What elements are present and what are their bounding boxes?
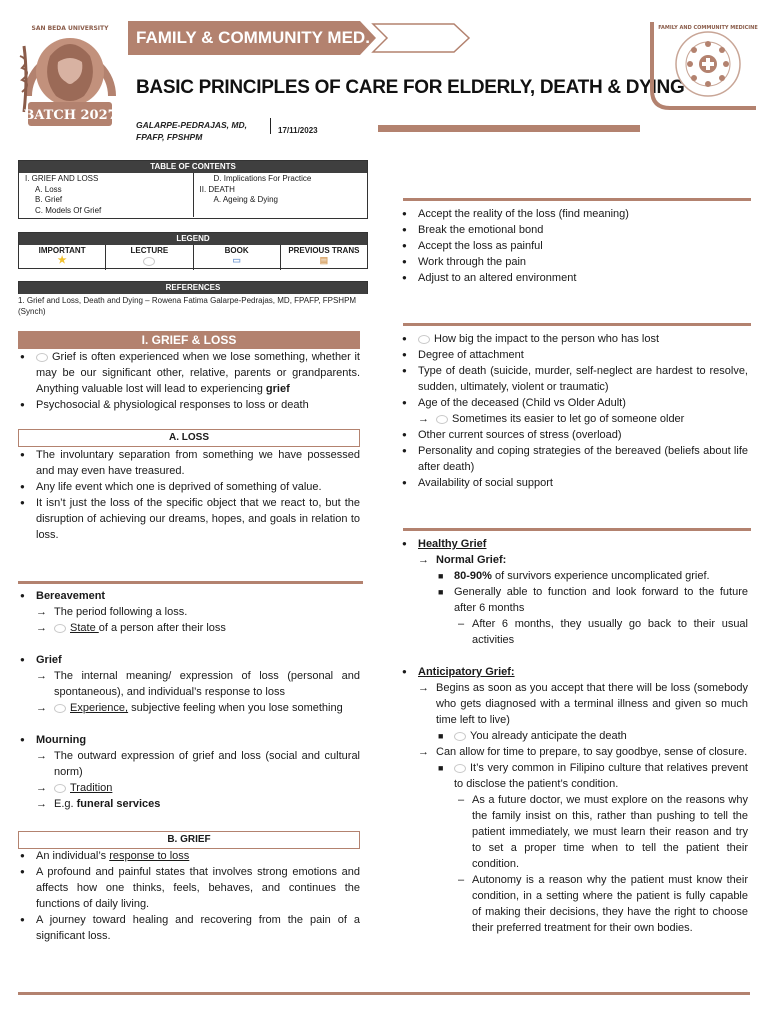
lecture-icon <box>436 415 448 424</box>
scroll-icon: ▤ <box>319 255 329 265</box>
legend-label: PREVIOUS TRANS <box>288 246 360 255</box>
footer-rule <box>18 992 750 995</box>
type-anticipatory-grief: ● Anticipatory Grief: <box>400 664 748 680</box>
subsection-heading-grief: B. GRIEF <box>18 831 360 849</box>
lecture-icon <box>418 335 430 344</box>
list-item: ■ Generally able to function and look forward to the future after 6 months <box>400 584 748 616</box>
list-item: ● An individual’s response to loss <box>18 848 360 864</box>
list-item: – After 6 months, they usually go back to their usual activities <box>400 616 748 648</box>
document-title: BASIC PRINCIPLES OF CARE FOR ELDERLY, DEATH & DYING <box>136 77 685 98</box>
term-grief: ● Grief <box>18 652 360 668</box>
list-item: ● Other current sources of stress (overload) <box>400 427 748 443</box>
list-item: ■ It’s very common in Filipino culture that relatives prevent to disclose the patient’s condition. <box>400 760 748 792</box>
list-item: → Sometimes its easier to let go of someone older <box>400 411 748 427</box>
lecture-icon <box>54 784 66 793</box>
list-item: ● Psychosocial & physiological responses to loss or death <box>18 397 360 413</box>
list-item: ● Accept the loss as painful <box>400 238 748 254</box>
svg-text:SAN BEDA UNIVERSITY: SAN BEDA UNIVERSITY <box>31 25 109 32</box>
legend-label: IMPORTANT <box>38 246 86 255</box>
list-item: → The outward expression of grief and loss (social and cultural norm) <box>18 748 360 780</box>
legend-label: LECTURE <box>130 246 169 255</box>
lecture-icon <box>454 764 466 773</box>
list-item: → Experience, subjective feeling when you lose something <box>18 700 360 716</box>
list-item: – Autonomy is a reason why the patient must know their condition, in a setting where the patient is fully capable of making their decisions, they have the right to choose their preferred treatment for their own bodies. <box>400 872 748 936</box>
lecture-icon <box>454 732 466 741</box>
list-item: → The internal meaning/ expression of loss (personal and spontaneous), and individual’s response to loss <box>18 668 360 700</box>
terms-list <box>18 588 360 812</box>
list-item: ● Availability of social support <box>400 475 748 491</box>
list-item: ● Any life event which one is deprived of something of value. <box>18 479 360 495</box>
subject-banner <box>128 21 473 55</box>
lecture-icon <box>54 704 66 713</box>
svg-text:FAMILY AND COMMUNITY MEDICINE: FAMILY AND COMMUNITY MEDICINE <box>658 25 758 31</box>
references-heading: REFERENCES <box>19 282 367 294</box>
list-item: → Tradition <box>18 780 360 796</box>
list-item: – As a future doctor, we must explore on the reasons why the family insist on this, rather than pushing to tell the patient immediately, we must learn their reason and try to set a proper time when to tell the patient their condition. <box>400 792 748 872</box>
grief-tasks-list <box>400 206 748 286</box>
type-normal-grief: → Normal Grief: <box>400 552 748 568</box>
grief-bullets <box>18 848 360 944</box>
svg-text:BATCH 2027: BATCH 2027 <box>23 108 117 123</box>
book-icon: ▭ <box>232 255 241 265</box>
list-item: ● It isn’t just the loss of the specific object that we react to, but the disruption of achieving our dreams, hopes, and goals in relation to loss. <box>18 495 360 543</box>
toc-heading: TABLE OF CONTENTS <box>19 161 367 173</box>
legend-heading: LEGEND <box>19 233 367 245</box>
toc-item[interactable]: B. Grief <box>35 195 63 204</box>
type-healthy-grief: ● Healthy Grief <box>400 536 748 552</box>
references-header <box>18 281 368 294</box>
subsection-heading-loss: A. LOSS <box>18 429 360 447</box>
grief-types-list <box>400 536 748 936</box>
section-heading-grief-loss: I. GRIEF & LOSS <box>18 331 360 349</box>
author <box>136 119 247 143</box>
star-icon: ★ <box>57 255 67 266</box>
list-item: ● Work through the pain <box>400 254 748 270</box>
list-item: → State of a person after their loss <box>18 620 360 636</box>
list-item: ● A profound and painful states that involves strong emotions and affects how one thinks, feels, behaves, and continues the functions of daily living. <box>18 864 360 912</box>
list-item: ● How big the impact to the person who has lost <box>400 331 748 347</box>
list-item: ● Break the emotional bond <box>400 222 748 238</box>
section1-bullets <box>18 349 360 413</box>
list-item: ● Age of the deceased (Child vs Older Adult) <box>400 395 748 411</box>
legend-table <box>18 232 368 269</box>
reference-item: 1. Grief and Loss, Death and Dying – Rowena Fatima Galarpe-Pedrajas, MD, FPAFP, FPSHPM (Synch) <box>18 296 357 316</box>
toc-item[interactable]: A. Loss <box>35 184 62 194</box>
toc-item[interactable]: I. GRIEF AND LOSS <box>25 174 99 183</box>
grief-factors-list <box>400 331 748 491</box>
list-item: ● Adjust to an altered environment <box>400 270 748 286</box>
list-item: ● Personality and coping strategies of the bereaved (beliefs about life after death) <box>400 443 748 475</box>
list-item: ● Grief is often experienced when we lose something, whether it may be our significant other, relative, parents or grandparents. Anything valuable lost will lead to experiencing grief <box>18 349 360 397</box>
legend-lecture <box>105 245 192 270</box>
lecture-icon <box>54 624 66 633</box>
author-line-2: FPAFP, FPSHPM <box>136 132 203 142</box>
term-mourning: ● Mourning <box>18 732 360 748</box>
list-item: → The period following a loss. <box>18 604 360 620</box>
batch-badge-logo <box>14 16 126 130</box>
department-seal-logo <box>650 20 758 112</box>
loss-bullets <box>18 447 360 543</box>
list-item: ● The involuntary separation from something we have possessed and may even have treasured. <box>18 447 360 479</box>
section-rule <box>403 528 751 531</box>
legend-important <box>19 245 105 270</box>
table-of-contents <box>18 160 368 219</box>
toc-item[interactable]: C. Models Of Grief <box>35 205 102 215</box>
list-item: ● A journey toward healing and recovering from the pain of a significant loss. <box>18 912 360 944</box>
toc-item[interactable]: A. Ageing & Dying <box>213 195 278 204</box>
term-bereavement: ● Bereavement <box>18 588 360 604</box>
list-item: ■ You already anticipate the death <box>400 728 748 744</box>
list-item: ● Degree of attachment <box>400 347 748 363</box>
lecture-icon <box>36 353 48 362</box>
toc-item[interactable]: D. Implications For Practice <box>213 174 312 183</box>
legend-book <box>193 245 280 270</box>
lecture-date: 17/11/2023 <box>278 126 318 135</box>
list-item: → E.g. funeral services <box>18 796 360 812</box>
speech-bubble-icon <box>106 255 192 266</box>
subject-title: FAMILY & COMMUNITY MED. <box>136 28 370 47</box>
legend-previous-trans <box>280 245 367 270</box>
section-rule <box>403 323 751 326</box>
section-rule <box>18 581 363 584</box>
toc-item[interactable]: II. DEATH <box>199 184 235 194</box>
list-item: → Begins as soon as you accept that there will be loss (somebody who gets diagnosed with a terminal illness and given so much time left to live) <box>400 680 748 728</box>
section-rule <box>403 198 751 201</box>
legend-label: BOOK <box>224 246 249 255</box>
author-line-1: GALARPE-PEDRAJAS, MD, <box>136 120 247 130</box>
divider <box>270 118 271 134</box>
list-item: ● Accept the reality of the loss (find meaning) <box>400 206 748 222</box>
list-item: ● Type of death (suicide, murder, self-neglect are hardest to resolve, sudden, ultimately, violent or traumatic) <box>400 363 748 395</box>
list-item: → Can allow for time to prepare, to say goodbye, sense of closure. <box>400 744 748 760</box>
list-item: ■ 80-90% of survivors experience uncomplicated grief. <box>400 568 748 584</box>
header-rule <box>378 125 640 132</box>
